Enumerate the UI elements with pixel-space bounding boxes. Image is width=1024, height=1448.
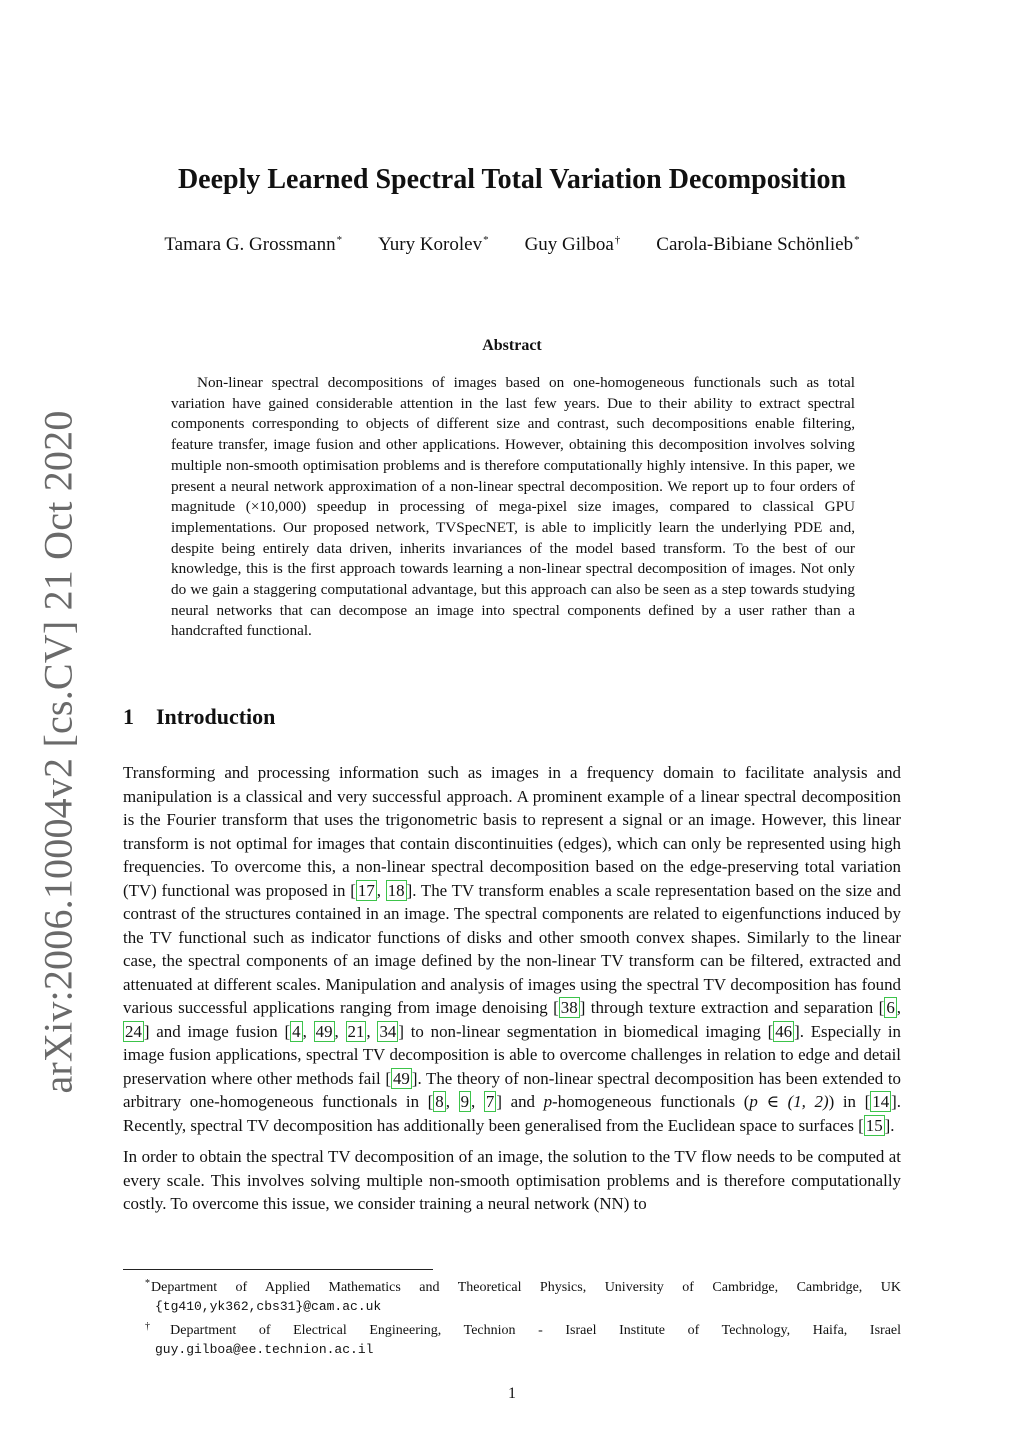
paragraph: Transforming and processing information such as images in a frequency domain to facilitate analysis and manipulation is a classical and very successful approach. A prominent example of a linear spectral decomposition is the Fourier transform that uses the trigonometric basis to represent a signal or an image. However, this linear transform is not optimal for images that contain discontinuities (edges), which can only be represented using high frequencies. To overcome this, a non-linear spectral decomposition based on the edge-preserving total variation (TV) functional was proposed in [ 17 , 18 ]. The TV transform enables a scale representation based on the size and contrast of the structures contained in an image. The spectral components are related to eigenfunctions induced by the TV functional such as indicator functions of disks and other smooth convex shapes. Similarly to the linear case, the spectral components of an image defined by the non-linear TV transform can be filtered, extracted and attenuated at different scales. Manipulation and analysis of images using the spectral TV decomposition has found various successful applications ranging from image denoising [ 38 ] through texture extraction and separation [ 6 , 24 ] and image fusion [ 4 , 49 , 21 , 34 ] to non-linear segmentation in biomedical imaging [ 46 ]. Especially in image fusion applications, spectral TV decomposition is able to overcome challenges in relation to edge and detail preservation where other methods fail [ 49 ]. The theory of non-linear spectral decomposition has been extended to arbitrary one-homogeneous functionals in [ 8 , 9 , 7 ] and p-homogeneous functionals (p ∈ (1, 2)) in [ 14 ]. Recently, spectral TV decomposition has additionally been generalised from the Euclidean space to surfaces [ 15 ]. [123, 763, 902, 1135]
citation-link[interactable]: 18 [387, 880, 405, 900]
author: Tamara G. Grossmann* [164, 234, 343, 255]
author: Guy Gilboa† [524, 234, 621, 255]
citation-link[interactable]: 15 [865, 1115, 883, 1135]
footnote-divider [123, 1269, 433, 1270]
footnotes [123, 1274, 901, 1359]
citation-link[interactable]: 14 [872, 1092, 890, 1111]
affiliation-mark: * [483, 234, 489, 246]
author-list [0, 234, 1024, 256]
affiliation-mark: † [614, 234, 621, 246]
math-expression: p ∈ (1, 2) [749, 1092, 829, 1111]
footnote-email: guy.gilboa@ee.technion.ac.il [155, 1342, 374, 1357]
abstract-text: Non-linear spectral decompositions of images based on one-homogeneous functionals such as total variation have gained considerable attention in the last few years. Due to their ability to extract spectral components corresponding to objects of different size and contrast, such decompositions enable filtering, feature transfer, image fusion and other applications. However, obtaining this decomposition involves solving multiple non-smooth optimisation problems and is therefore computationally highly intensive. In this paper, we present a neural network approximation of a non-linear spectral decomposition. We report up to four orders of magnitude (×10,000) speedup in processing of mega-pixel size images, compared to classical GPU implementations. Our proposed network, TVSpecNET, is able to implicitly learn the underlying PDE and, despite being entirely data driven, inherits invariances of the model based transform. To the best of our knowledge, this is the first approach towards learning a non-linear spectral decomposition of images. Not only do we gain a staggering computational advantage, but this approach can also be seen as a step towards studying neural networks that can decompose an image into spectral components defined by a user rather than a handcrafted functional. [171, 374, 855, 640]
citation-link[interactable]: 34 [379, 1021, 397, 1041]
citation-link[interactable]: 8 [435, 1092, 444, 1111]
citation-link[interactable]: 7 [485, 1092, 495, 1111]
citation-link[interactable]: 9 [460, 1092, 470, 1111]
section-title: Introduction [156, 704, 276, 729]
citation-link[interactable]: 4 [292, 1021, 301, 1041]
author: Yury Korolev* [378, 234, 489, 255]
footnote-mark: * [145, 1278, 150, 1289]
citation-link[interactable]: 6 [886, 998, 895, 1017]
citation-link[interactable]: 21 [347, 1021, 365, 1041]
citation-link[interactable]: 24 [125, 1021, 142, 1041]
introduction-body [123, 761, 901, 1224]
citation-link[interactable]: 46 [775, 1021, 793, 1041]
footnote-email: {tg410,yk362,cbs31}@cam.ac.uk [155, 1299, 382, 1314]
citation-link[interactable]: 38 [560, 998, 578, 1017]
math-variable: p [543, 1092, 553, 1111]
affiliation-mark: * [854, 234, 860, 246]
section-number: 1 [123, 704, 134, 729]
author: Carola-Bibiane Schönlieb* [656, 234, 860, 255]
arxiv-identifier-stamp: arXiv:2006.10004v2 [cs.CV] 21 Oct 2020 [35, 410, 81, 1094]
paragraph: In order to obtain the spectral TV decomposition of an image, the solution to the TV flow needs to be computed at every scale. This involves solving multiple non-smooth optimisation problems and is therefore computationally costly. To overcome this issue, we consider training a neural network (NN) to [123, 1147, 901, 1213]
section-heading [123, 704, 275, 730]
citation-link[interactable]: 49 [315, 1021, 333, 1041]
footnote: †Department of Electrical Engineering, Technion - Israel Institute of Technology, Haifa, Israel guy.gilboa@ee.technion.ac.il [123, 1317, 901, 1359]
paper-title: Deeply Learned Spectral Total Variation Decomposition [177, 164, 847, 195]
footnote: *Department of Applied Mathematics and Theoretical Physics, University of Cambridge, Cambridge, UK {tg410,yk362,cbs31}@cam.ac.uk [123, 1274, 901, 1316]
citation-link[interactable]: 17 [357, 880, 375, 900]
page-number: 1 [508, 1385, 516, 1402]
abstract-heading: Abstract [482, 337, 542, 354]
affiliation-mark: * [336, 234, 343, 246]
footnote-mark: † [145, 1321, 170, 1332]
citation-link[interactable]: 49 [392, 1068, 410, 1088]
